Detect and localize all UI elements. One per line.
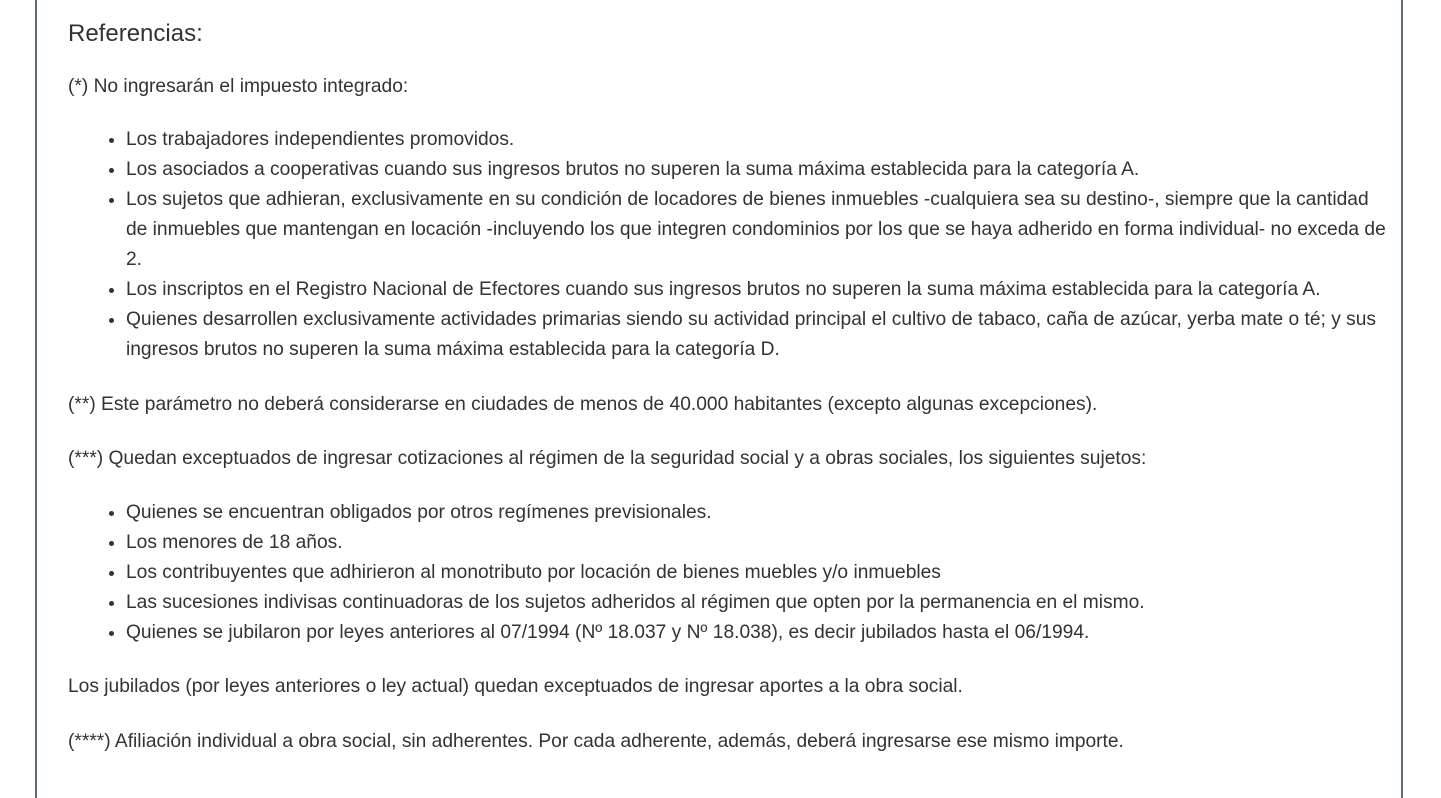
list-item-text: Las sucesiones indivisas continuadoras de los sujetos adheridos al régimen que opten por la permanencia en el mismo.	[126, 592, 1145, 613]
list-item	[126, 498, 1386, 528]
list-item	[126, 125, 1386, 155]
list-item	[126, 155, 1386, 185]
bullet-icon	[109, 318, 114, 323]
note-3-list	[68, 498, 1386, 648]
list-item	[126, 558, 1386, 588]
note-2: (**) Este parámetro no deberá considerarse en ciudades de menos de 40.000 habitantes (excepto algunas excepciones).	[68, 394, 1098, 415]
bullet-icon	[109, 288, 114, 293]
list-item	[126, 618, 1386, 648]
list-item-text: Quienes desarrollen exclusivamente actividades primarias siendo su actividad principal el cultivo de tabaco, caña de azúcar, yerba mate o té; y sus ingresos brutos no superen la suma máxima establecida para la categoría D.	[126, 309, 1376, 360]
bullet-icon	[109, 541, 114, 546]
list-item-text: Quienes se jubilaron por leyes anteriores al 07/1994 (Nº 18.037 y Nº 18.038), es decir jubilados hasta el 06/1994.	[126, 622, 1090, 643]
note-1-list	[68, 125, 1386, 365]
retirees-note: Los jubilados (por leyes anteriores o ley actual) quedan exceptuados de ingresar aportes a la obra social.	[68, 676, 963, 697]
list-item	[126, 305, 1386, 365]
references-heading: Referencias:	[68, 20, 203, 47]
bullet-icon	[109, 168, 114, 173]
list-item	[126, 588, 1386, 618]
list-item-text: Los sujetos que adhieran, exclusivamente en su condición de locadores de bienes inmuebles -cualquiera sea su destino-, siempre que la cantidad de inmuebles que mantengan en locación -incluyendo los que integren condominios por los que se haya adherido en forma individual- no exceda de 2.	[126, 189, 1386, 270]
list-item	[126, 275, 1386, 305]
list-item-text: Los trabajadores independientes promovidos.	[126, 129, 515, 150]
note-3-intro: (***) Quedan exceptuados de ingresar cotizaciones al régimen de la seguridad social y a obras sociales, los siguientes sujetos:	[68, 448, 1147, 469]
list-item-text: Los menores de 18 años.	[126, 532, 343, 553]
bullet-icon	[109, 511, 114, 516]
bullet-icon	[109, 138, 114, 143]
list-item-text: Los asociados a cooperativas cuando sus ingresos brutos no superen la suma máxima establecida para la categoría A.	[126, 159, 1140, 180]
list-item-text: Quienes se encuentran obligados por otros regímenes previsionales.	[126, 502, 712, 523]
note-1-intro: (*) No ingresarán el impuesto integrado:	[68, 76, 409, 97]
bullet-icon	[109, 571, 114, 576]
note-4: (****) Afiliación individual a obra social, sin adherentes. Por cada adherente, además, deberá ingresarse ese mismo importe.	[68, 731, 1124, 752]
bullet-icon	[109, 631, 114, 636]
list-item-text: Los contribuyentes que adhirieron al monotributo por locación de bienes muebles y/o inmuebles	[126, 562, 941, 583]
list-item	[126, 528, 1386, 558]
bullet-icon	[109, 198, 114, 203]
bullet-icon	[109, 601, 114, 606]
references-panel	[35, 0, 1403, 798]
list-item	[126, 185, 1386, 275]
list-item-text: Los inscriptos en el Registro Nacional de Efectores cuando sus ingresos brutos no superen la suma máxima establecida para la categoría A.	[126, 279, 1321, 300]
